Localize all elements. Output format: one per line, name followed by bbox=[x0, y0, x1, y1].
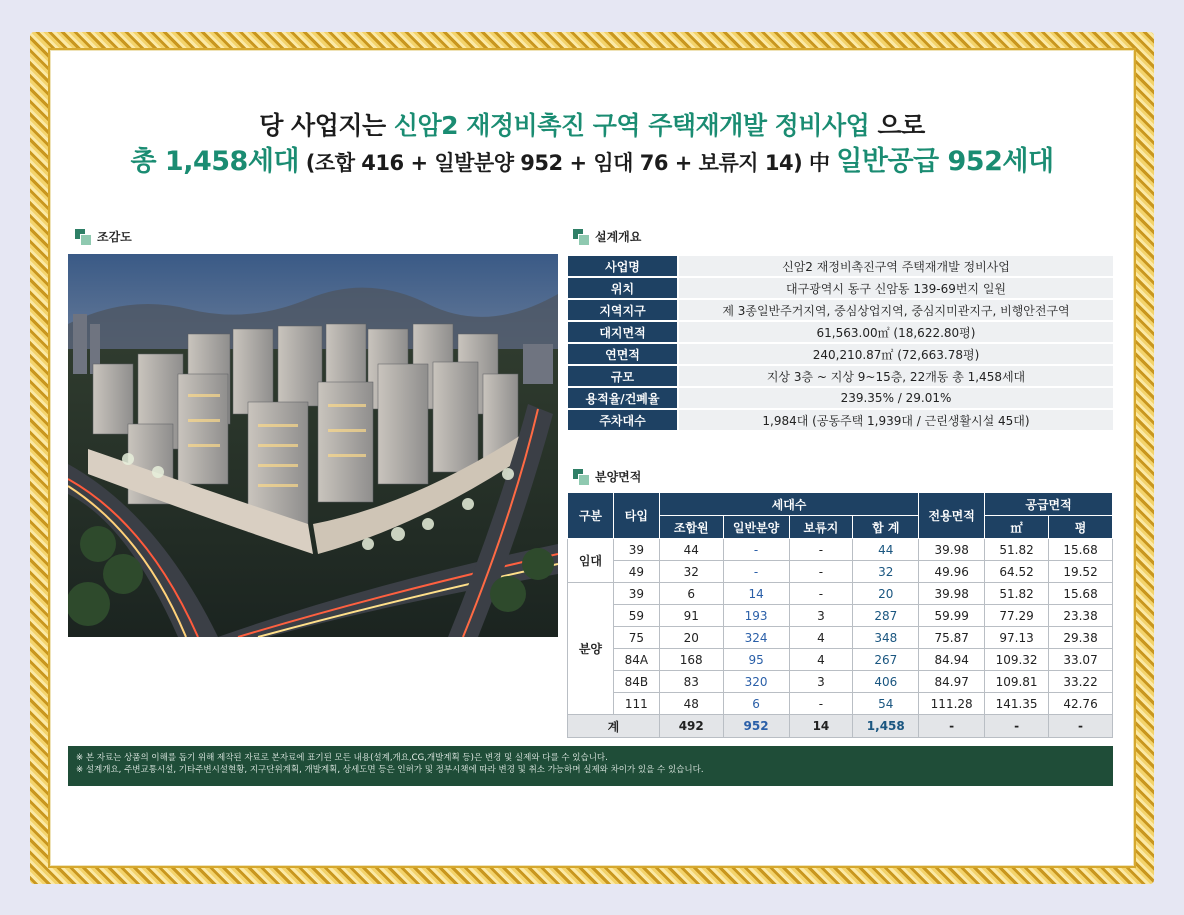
header-sqm: ㎡ bbox=[985, 516, 1049, 539]
general-cell: 95 bbox=[723, 649, 789, 671]
union-cell: 32 bbox=[659, 561, 723, 583]
header-exclusive-area: 전용면적 bbox=[919, 493, 985, 539]
design-label: 연면적 bbox=[568, 343, 678, 365]
sum-row bbox=[568, 715, 1113, 738]
exclusive-cell: 84.97 bbox=[919, 671, 985, 693]
pyeong-cell: 33.22 bbox=[1049, 671, 1113, 693]
exclusive-cell: 59.99 bbox=[919, 605, 985, 627]
sqm-cell: 109.32 bbox=[985, 649, 1049, 671]
supply-area-table bbox=[567, 492, 1113, 738]
design-row bbox=[568, 409, 1113, 431]
note-line: ※ 본 자료는 상품의 이해를 돕기 위해 제작된 자료로 본자료에 표기된 모든 내용(설계,개요,CG,개발계획 등)은 변경 및 실제와 다를 수 있습니다. bbox=[76, 753, 608, 763]
design-value: 신암2 재정비촉진구역 주택재개발 정비사업 bbox=[678, 256, 1113, 277]
table-row bbox=[568, 583, 1113, 605]
general-cell: 193 bbox=[723, 605, 789, 627]
design-overview-table bbox=[568, 256, 1113, 432]
union-cell: 168 bbox=[659, 649, 723, 671]
type-cell: 84B bbox=[613, 671, 659, 693]
sqm-cell: 141.35 bbox=[985, 693, 1049, 715]
sum-pyeong-cell: - bbox=[1049, 715, 1113, 738]
total-cell: 32 bbox=[853, 561, 919, 583]
design-label: 대지면적 bbox=[568, 321, 678, 343]
design-label: 사업명 bbox=[568, 256, 678, 277]
headline-suffix: 으로 bbox=[869, 111, 925, 140]
sum-label: 계 bbox=[568, 715, 660, 738]
header-households: 세대수 bbox=[659, 493, 918, 516]
total-cell: 20 bbox=[853, 583, 919, 605]
design-value: 1,984대 (공동주택 1,939대 / 근린생활시설 45대) bbox=[678, 409, 1113, 431]
exclusive-cell: 75.87 bbox=[919, 627, 985, 649]
household-breakdown: (조합 416 + 일발분양 952 + 임대 76 + 보류지 14) 中 bbox=[299, 151, 837, 175]
sum-sqm-cell: - bbox=[985, 715, 1049, 738]
sqm-cell: 51.82 bbox=[985, 583, 1049, 605]
design-value: 제 3종일반주거지역, 중심상업지역, 중심지미관지구, 비행안전구역 bbox=[678, 299, 1113, 321]
general-cell: 6 bbox=[723, 693, 789, 715]
sum-general-cell: 952 bbox=[723, 715, 789, 738]
type-cell: 39 bbox=[613, 583, 659, 605]
general-supply-count: 일반공급 952세대 bbox=[836, 146, 1054, 177]
sqm-cell: 97.13 bbox=[985, 627, 1049, 649]
header-union: 조합원 bbox=[659, 516, 723, 539]
total-cell: 267 bbox=[853, 649, 919, 671]
design-label: 용적율/건폐율 bbox=[568, 387, 678, 409]
reserve-cell: - bbox=[789, 561, 853, 583]
reserve-cell: - bbox=[789, 693, 853, 715]
exclusive-cell: 84.94 bbox=[919, 649, 985, 671]
design-label: 위치 bbox=[568, 277, 678, 299]
section-label: 분양면적 bbox=[595, 470, 642, 484]
table-row bbox=[568, 649, 1113, 671]
table-row bbox=[568, 539, 1113, 561]
table-row bbox=[568, 627, 1113, 649]
type-cell: 111 bbox=[613, 693, 659, 715]
section-label: 설계개요 bbox=[595, 230, 642, 244]
design-value: 지상 3층 ~ 지상 9~15층, 22개동 총 1,458세대 bbox=[678, 365, 1113, 387]
reserve-cell: 4 bbox=[789, 649, 853, 671]
pyeong-cell: 19.52 bbox=[1049, 561, 1113, 583]
union-cell: 83 bbox=[659, 671, 723, 693]
pyeong-cell: 23.38 bbox=[1049, 605, 1113, 627]
design-row bbox=[568, 299, 1113, 321]
headline bbox=[0, 108, 1184, 181]
sqm-cell: 64.52 bbox=[985, 561, 1049, 583]
section-title-design bbox=[573, 228, 641, 245]
section-title-supply bbox=[573, 468, 641, 485]
design-value: 대구광역시 동구 신암동 139-69번지 일원 bbox=[678, 277, 1113, 299]
table-row bbox=[568, 561, 1113, 583]
sum-total-cell: 1,458 bbox=[853, 715, 919, 738]
total-cell: 54 bbox=[853, 693, 919, 715]
category-cell: 임대 bbox=[568, 539, 614, 583]
table-row bbox=[568, 605, 1113, 627]
sqm-cell: 51.82 bbox=[985, 539, 1049, 561]
total-cell: 44 bbox=[853, 539, 919, 561]
general-cell: - bbox=[723, 539, 789, 561]
header-reserve: 보류지 bbox=[789, 516, 853, 539]
total-households: 총 1,458세대 bbox=[130, 146, 299, 177]
type-cell: 75 bbox=[613, 627, 659, 649]
design-row bbox=[568, 256, 1113, 277]
general-cell: 324 bbox=[723, 627, 789, 649]
sum-exclusive-cell: - bbox=[919, 715, 985, 738]
section-title-rendering bbox=[75, 228, 132, 245]
section-bullet-icon bbox=[75, 229, 91, 245]
pyeong-cell: 15.68 bbox=[1049, 539, 1113, 561]
design-label: 주차대수 bbox=[568, 409, 678, 431]
pyeong-cell: 15.68 bbox=[1049, 583, 1113, 605]
design-value: 239.35% / 29.01% bbox=[678, 387, 1113, 409]
type-cell: 39 bbox=[613, 539, 659, 561]
design-row bbox=[568, 321, 1113, 343]
total-cell: 287 bbox=[853, 605, 919, 627]
union-cell: 20 bbox=[659, 627, 723, 649]
headline-line2 bbox=[0, 144, 1184, 181]
category-cell: 분양 bbox=[568, 583, 614, 715]
design-value: 240,210.87㎡ (72,663.78평) bbox=[678, 343, 1113, 365]
table-row bbox=[568, 671, 1113, 693]
project-name-highlight: 신암2 재정비촉진 구역 주택재개발 정비사업 bbox=[393, 111, 870, 140]
exclusive-cell: 39.98 bbox=[919, 539, 985, 561]
reserve-cell: - bbox=[789, 583, 853, 605]
section-bullet-icon bbox=[573, 229, 589, 245]
exclusive-cell: 39.98 bbox=[919, 583, 985, 605]
design-row bbox=[568, 277, 1113, 299]
general-cell: 320 bbox=[723, 671, 789, 693]
union-cell: 91 bbox=[659, 605, 723, 627]
total-cell: 348 bbox=[853, 627, 919, 649]
design-label: 규모 bbox=[568, 365, 678, 387]
aerial-rendering-image bbox=[68, 254, 558, 637]
headline-prefix: 당 사업지는 bbox=[259, 111, 394, 140]
design-row bbox=[568, 343, 1113, 365]
sqm-cell: 77.29 bbox=[985, 605, 1049, 627]
headline-line1 bbox=[0, 108, 1184, 144]
sqm-cell: 109.81 bbox=[985, 671, 1049, 693]
pyeong-cell: 33.07 bbox=[1049, 649, 1113, 671]
design-value: 61,563.00㎡ (18,622.80평) bbox=[678, 321, 1113, 343]
type-cell: 84A bbox=[613, 649, 659, 671]
exclusive-cell: 49.96 bbox=[919, 561, 985, 583]
union-cell: 6 bbox=[659, 583, 723, 605]
reserve-cell: 4 bbox=[789, 627, 853, 649]
pyeong-cell: 42.76 bbox=[1049, 693, 1113, 715]
total-cell: 406 bbox=[853, 671, 919, 693]
section-label: 조감도 bbox=[97, 230, 132, 244]
sum-union-cell: 492 bbox=[659, 715, 723, 738]
disclaimer-notes bbox=[68, 746, 1113, 786]
design-row bbox=[568, 387, 1113, 409]
general-cell: 14 bbox=[723, 583, 789, 605]
header-supply-area: 공급면적 bbox=[985, 493, 1113, 516]
header-category: 구분 bbox=[568, 493, 614, 539]
table-row bbox=[568, 693, 1113, 715]
type-cell: 59 bbox=[613, 605, 659, 627]
exclusive-cell: 111.28 bbox=[919, 693, 985, 715]
sum-reserve-cell: 14 bbox=[789, 715, 853, 738]
design-row bbox=[568, 365, 1113, 387]
design-label: 지역지구 bbox=[568, 299, 678, 321]
general-cell: - bbox=[723, 561, 789, 583]
header-type: 타입 bbox=[613, 493, 659, 539]
reserve-cell: 3 bbox=[789, 605, 853, 627]
union-cell: 44 bbox=[659, 539, 723, 561]
type-cell: 49 bbox=[613, 561, 659, 583]
header-pyeong: 평 bbox=[1049, 516, 1113, 539]
union-cell: 48 bbox=[659, 693, 723, 715]
header-general: 일반분양 bbox=[723, 516, 789, 539]
reserve-cell: - bbox=[789, 539, 853, 561]
section-bullet-icon bbox=[573, 469, 589, 485]
reserve-cell: 3 bbox=[789, 671, 853, 693]
header-total: 합 계 bbox=[853, 516, 919, 539]
pyeong-cell: 29.38 bbox=[1049, 627, 1113, 649]
note-line: ※ 설계개요, 주변교통시설, 기타주변시설현황, 지구단위계획, 개발계획, 상세도면 등은 인허가 및 정부시책에 따라 변경 및 취소 가능하며 실제와 차이가 있을 수 있습니다. bbox=[76, 765, 704, 775]
